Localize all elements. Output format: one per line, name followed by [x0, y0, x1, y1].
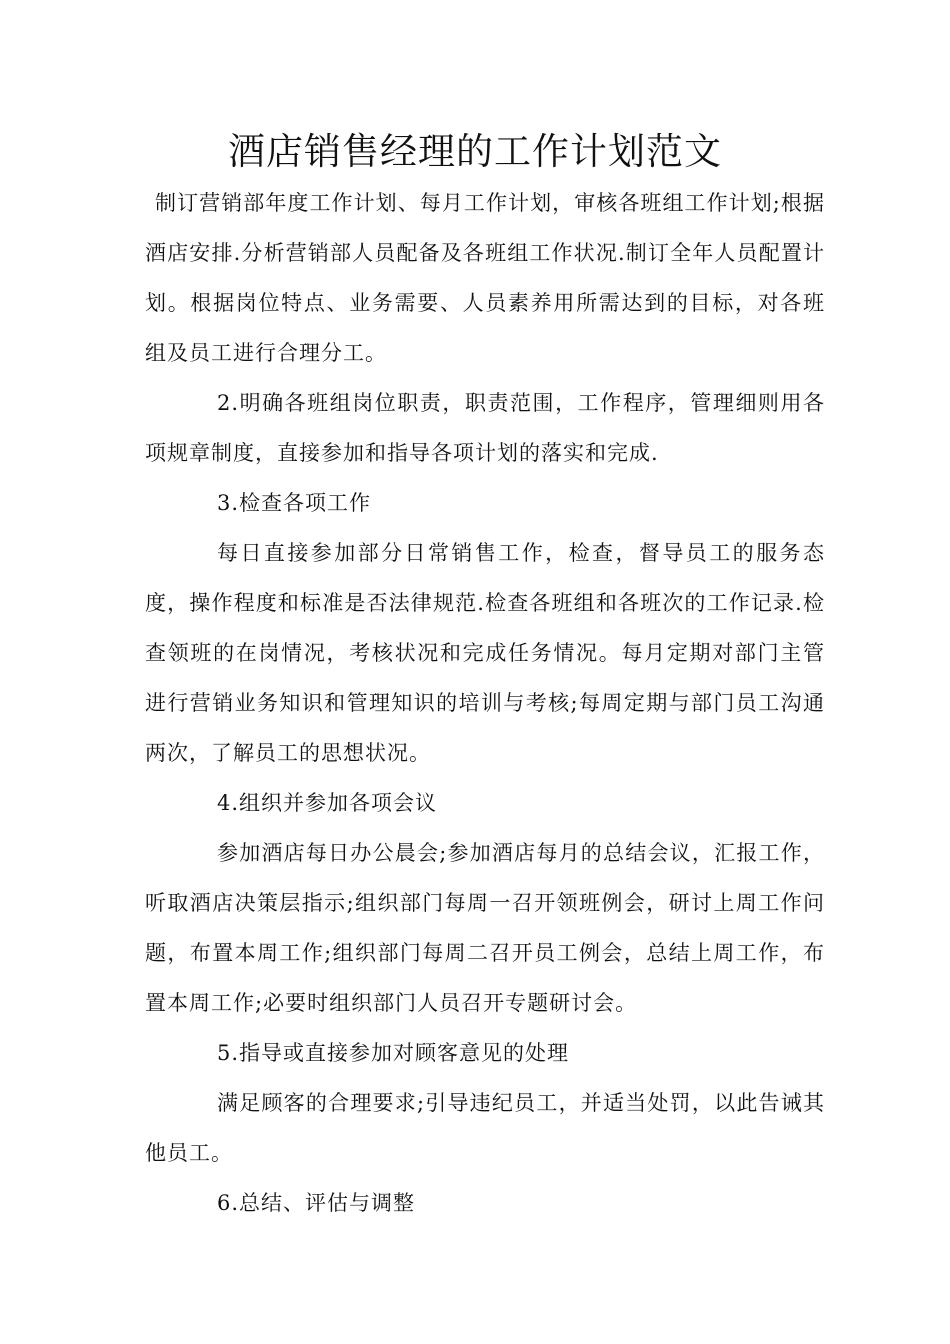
paragraph-2: 2.明确各班组岗位职责，职责范围，工作程序，管理细则用各项规章制度，直接参加和指导各项计划的落实和完成.	[145, 391, 825, 465]
paragraph-5-heading: 4.组织并参加各项会议	[217, 791, 438, 815]
document-title: 酒店销售经理的工作计划范文	[228, 130, 722, 173]
paragraph-9-heading: 6.总结、评估与调整	[217, 1191, 416, 1215]
paragraph-8: 满足顾客的合理要求;引导违纪员工，并适当处罚，以此告诫其他员工。	[145, 1091, 825, 1165]
paragraph-6: 参加酒店每日办公晨会;参加酒店每月的总结会议，汇报工作，听取酒店决策层指示;组织部门每周一召开领班例会，研讨上周工作问题，布置本周工作;组织部门每周二召开员工例会，总结上周工作，布置本周工作;必要时组织部门人员召开专题研讨会。	[145, 841, 825, 1015]
paragraph-4: 每日直接参加部分日常销售工作，检查，督导员工的服务态度，操作程度和标准是否法律规范.检查各班组和各班次的工作记录.检查领班的在岗情况，考核状况和完成任务情况。每月定期对部门主管进行营销业务知识和管理知识的培训与考核;每周定期与部门员工沟通两次，了解员工的思想状况。	[145, 541, 825, 765]
paragraph-3-heading: 3.检查各项工作	[217, 491, 372, 515]
paragraph-7-heading: 5.指导或直接参加对顾客意见的处理	[217, 1041, 570, 1065]
paragraph-1: 制订营销部年度工作计划、每月工作计划，审核各班组工作计划;根据酒店安排.分析营销部人员配备及各班组工作状况.制订全年人员配置计划。根据岗位特点、业务需要、人员素养用所需达到的目标，对各班组及员工进行合理分工。	[145, 191, 825, 365]
document-body	[145, 178, 825, 1228]
